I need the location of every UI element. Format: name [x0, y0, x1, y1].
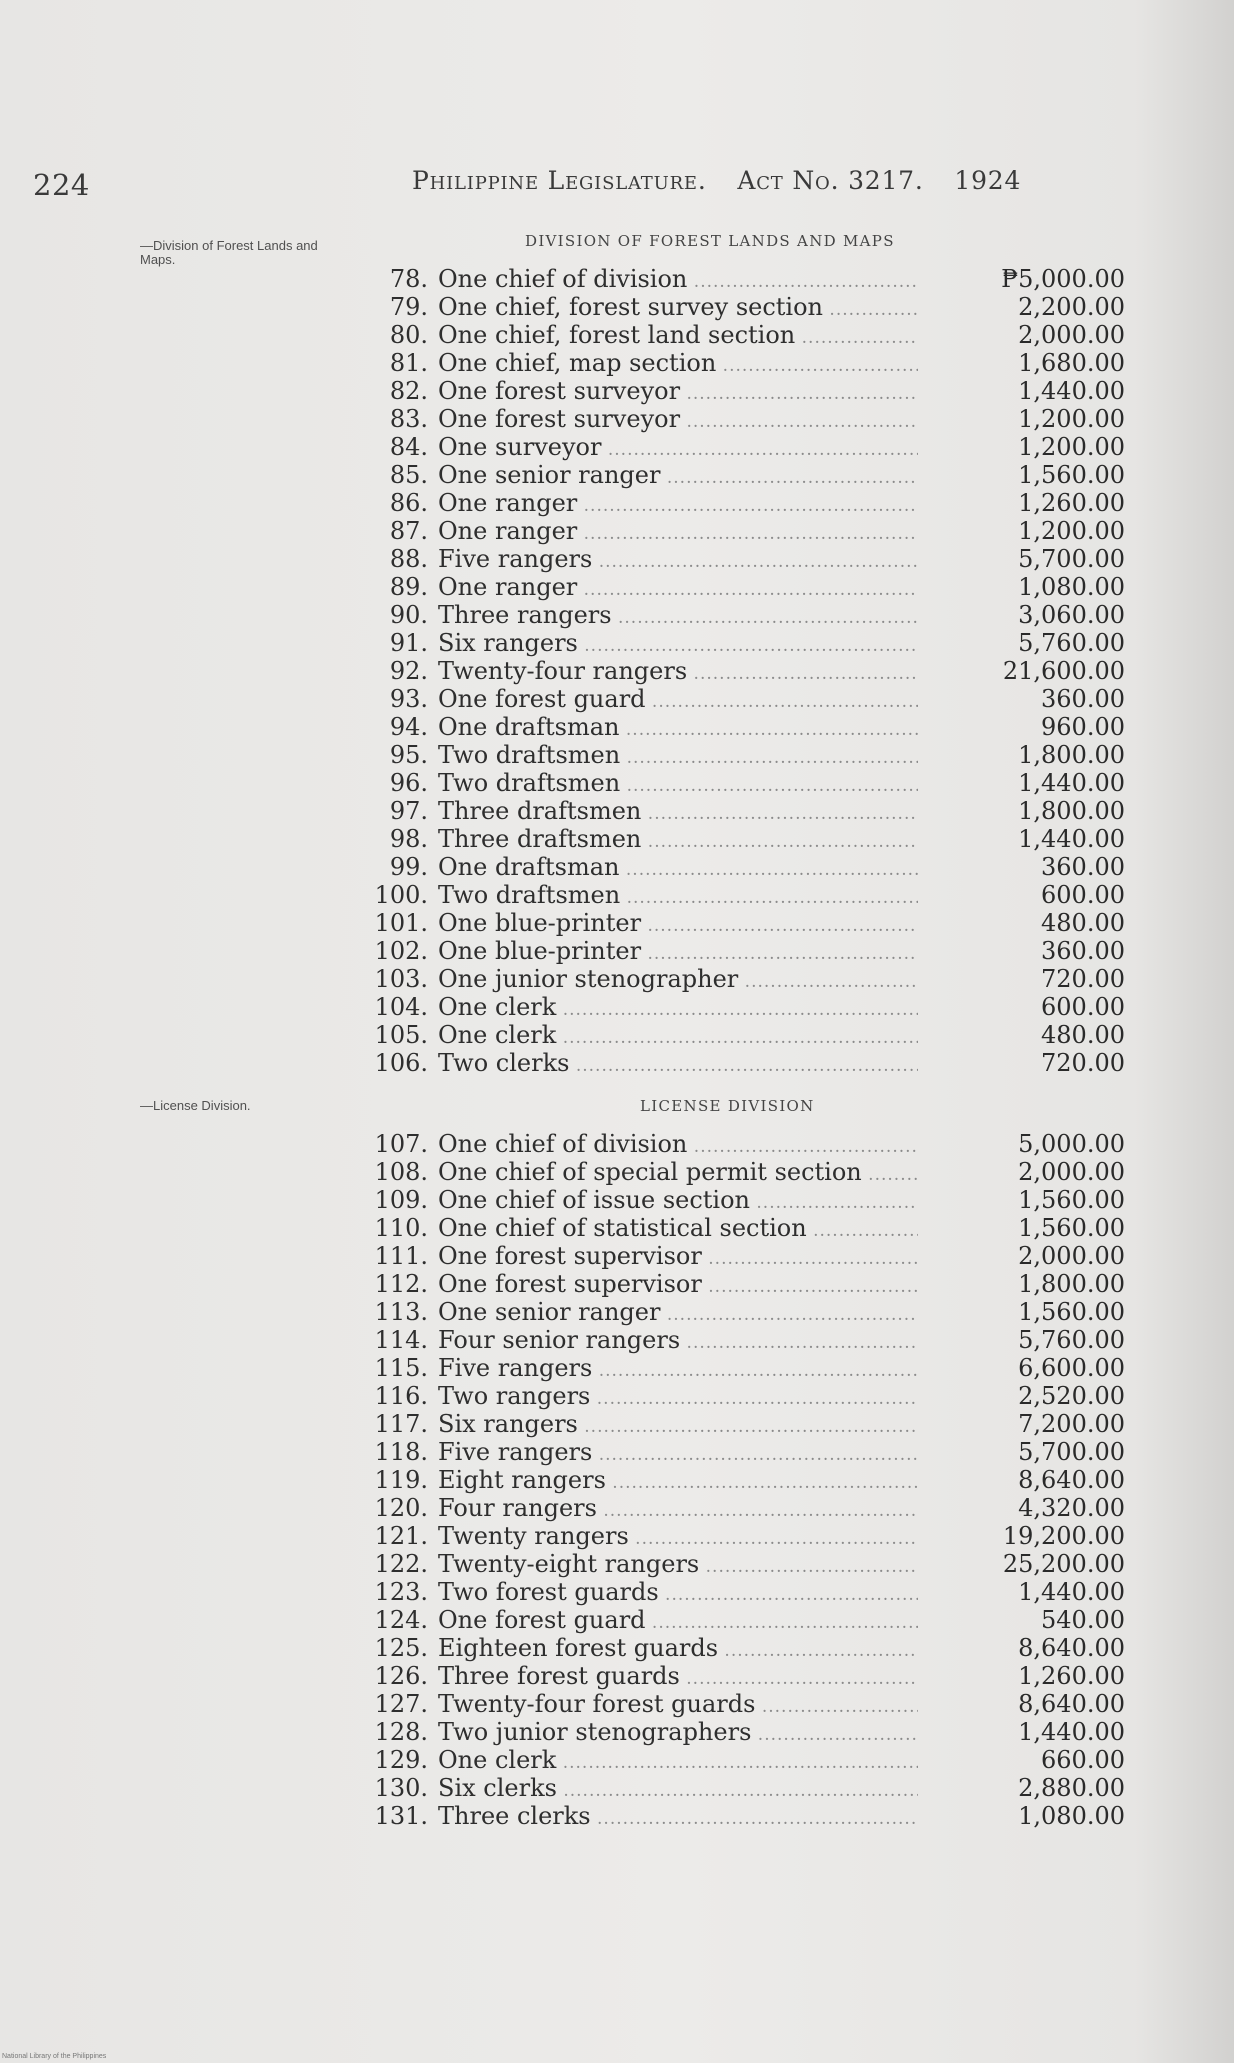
item-description: One chief of special permit section ..... — [438, 1159, 918, 1189]
list-item — [370, 1187, 1130, 1214]
item-amount: 8,640.00 — [1018, 1690, 1125, 1718]
item-description: One clerk ..... — [438, 1022, 918, 1052]
item-number: 101. — [374, 909, 428, 937]
list-item — [370, 434, 1130, 461]
list-item — [370, 966, 1130, 993]
item-description: Three rangers ..... — [438, 602, 918, 632]
item-number: 128. — [374, 1718, 428, 1746]
item-description: One forest surveyor ..... — [438, 378, 918, 408]
margin-note-license: —License Division. — [140, 1098, 251, 1113]
item-description: One blue-printer ..... — [438, 938, 918, 968]
item-number: 127. — [374, 1690, 428, 1718]
item-number: 124. — [374, 1606, 428, 1634]
item-description: One chief of statistical section ..... — [438, 1215, 918, 1245]
item-number: 125. — [374, 1634, 428, 1662]
item-description: Two draftsmen ..... — [438, 770, 918, 800]
item-description: One draftsman ..... — [438, 854, 918, 884]
item-description: One senior ranger ..... — [438, 1299, 918, 1329]
item-description: One chief of division ..... — [438, 1131, 918, 1161]
item-amount: 720.00 — [1041, 965, 1125, 993]
item-number: 81. — [389, 349, 428, 377]
item-description: Five rangers ..... — [438, 1355, 918, 1385]
item-amount: 1,200.00 — [1018, 433, 1125, 461]
item-description: One forest guard ..... — [438, 686, 918, 716]
list-item — [370, 1719, 1130, 1746]
list-item — [370, 1747, 1130, 1774]
item-description: Twenty-four forest guards ..... — [438, 1691, 918, 1721]
item-number: 87. — [389, 517, 428, 545]
item-number: 92. — [389, 657, 428, 685]
item-number: 94. — [389, 713, 428, 741]
item-number: 119. — [374, 1466, 428, 1494]
item-number: 104. — [374, 993, 428, 1021]
list-item — [370, 910, 1130, 937]
item-amount: 1,200.00 — [1018, 405, 1125, 433]
item-amount: 19,200.00 — [1002, 1522, 1125, 1550]
list-item — [370, 630, 1130, 657]
list-item — [370, 1355, 1130, 1382]
item-number: 123. — [374, 1578, 428, 1606]
item-description: Five rangers ..... — [438, 546, 918, 576]
item-number: 130. — [374, 1774, 428, 1802]
item-number: 116. — [374, 1382, 428, 1410]
item-description: Three clerks ..... — [438, 1803, 918, 1833]
list-item — [370, 350, 1130, 377]
item-amount: 1,560.00 — [1018, 1298, 1125, 1326]
item-number: 79. — [389, 293, 428, 321]
item-amount: 1,560.00 — [1018, 1214, 1125, 1242]
item-number: 86. — [389, 489, 428, 517]
item-description: Eight rangers ..... — [438, 1467, 918, 1497]
item-description: One clerk ..... — [438, 994, 918, 1024]
running-head — [412, 166, 1043, 195]
item-description: Six clerks ..... — [438, 1775, 918, 1805]
list-item — [370, 1383, 1130, 1410]
item-number: 118. — [374, 1438, 428, 1466]
item-description: Three forest guards ..... — [438, 1663, 918, 1693]
margin-note-forest-lands: —Division of Forest Lands and Maps. — [140, 238, 318, 267]
item-number: 109. — [374, 1186, 428, 1214]
item-description: Two clerks ..... — [438, 1050, 918, 1080]
item-number: 108. — [374, 1158, 428, 1186]
item-amount: 21,600.00 — [1002, 657, 1125, 685]
item-number: 98. — [389, 825, 428, 853]
item-description: One draftsman ..... — [438, 714, 918, 744]
item-amount: 480.00 — [1041, 1021, 1125, 1049]
list-item — [370, 1635, 1130, 1662]
item-number: 83. — [389, 405, 428, 433]
item-amount: 8,640.00 — [1018, 1466, 1125, 1494]
list-item — [370, 1551, 1130, 1578]
list-item — [370, 1607, 1130, 1634]
item-description: One forest guard ..... — [438, 1607, 918, 1637]
item-number: 91. — [389, 629, 428, 657]
list-item — [370, 770, 1130, 797]
item-number: 120. — [374, 1494, 428, 1522]
item-amount: 1,560.00 — [1018, 1186, 1125, 1214]
item-description: Five rangers ..... — [438, 1439, 918, 1469]
item-description: Two draftsmen ..... — [438, 882, 918, 912]
list-item — [370, 1523, 1130, 1550]
item-amount: 1,440.00 — [1018, 377, 1125, 405]
item-description: One chief, forest survey section ..... — [438, 294, 918, 324]
item-number: 106. — [374, 1049, 428, 1077]
item-description: One senior ranger ..... — [438, 462, 918, 492]
item-description: Two draftsmen ..... — [438, 742, 918, 772]
item-description: Two rangers ..... — [438, 1383, 918, 1413]
footer-credit: National Library of the Philippines — [2, 2053, 107, 2060]
list-item — [370, 1215, 1130, 1242]
item-amount: ₱5,000.00 — [1001, 265, 1125, 293]
item-amount: 1,080.00 — [1018, 573, 1125, 601]
item-description: One chief of issue section ..... — [438, 1187, 918, 1217]
item-amount: 960.00 — [1041, 713, 1125, 741]
item-number: 95. — [389, 741, 428, 769]
list-item — [370, 518, 1130, 545]
item-amount: 540.00 — [1041, 1606, 1125, 1634]
list-item — [370, 1271, 1130, 1298]
list-item — [370, 1663, 1130, 1690]
item-amount: 5,000.00 — [1018, 1130, 1125, 1158]
item-number: 122. — [374, 1550, 428, 1578]
list-item — [370, 490, 1130, 517]
item-amount: 3,060.00 — [1018, 601, 1125, 629]
section-heading-forest-lands: DIVISION OF FOREST LANDS AND MAPS — [525, 232, 895, 250]
item-number: 93. — [389, 685, 428, 713]
list-item — [370, 1327, 1130, 1354]
item-number: 115. — [374, 1354, 428, 1382]
item-number: 102. — [374, 937, 428, 965]
item-number: 113. — [374, 1298, 428, 1326]
item-number: 88. — [389, 545, 428, 573]
list-item — [370, 406, 1130, 433]
list-item — [370, 742, 1130, 769]
item-description: One chief of division ..... — [438, 266, 918, 296]
item-amount: 8,640.00 — [1018, 1634, 1125, 1662]
item-number: 112. — [374, 1270, 428, 1298]
item-description: Six rangers ..... — [438, 630, 918, 660]
item-description: One chief, map section ..... — [438, 350, 918, 380]
item-amount: 360.00 — [1041, 685, 1125, 713]
item-amount: 2,200.00 — [1018, 293, 1125, 321]
item-description: One forest surveyor ..... — [438, 406, 918, 436]
item-number: 90. — [389, 601, 428, 629]
running-head-year: 1924 — [954, 166, 1022, 195]
item-amount: 2,000.00 — [1018, 1242, 1125, 1270]
item-amount: 1,560.00 — [1018, 461, 1125, 489]
list-item — [370, 1131, 1130, 1158]
item-amount: 4,320.00 — [1018, 1494, 1125, 1522]
item-number: 80. — [389, 321, 428, 349]
item-amount: 720.00 — [1041, 1049, 1125, 1077]
list-item — [370, 714, 1130, 741]
item-amount: 480.00 — [1041, 909, 1125, 937]
list-item — [370, 546, 1130, 573]
item-amount: 1,260.00 — [1018, 489, 1125, 517]
item-number: 129. — [374, 1746, 428, 1774]
list-item — [370, 322, 1130, 349]
item-number: 110. — [374, 1214, 428, 1242]
item-description: Four senior rangers ..... — [438, 1327, 918, 1357]
item-amount: 1,200.00 — [1018, 517, 1125, 545]
item-number: 89. — [389, 573, 428, 601]
list-item — [370, 798, 1130, 825]
item-amount: 600.00 — [1041, 993, 1125, 1021]
running-head-act: Act No. 3217. — [737, 166, 924, 195]
list-item — [370, 1050, 1130, 1077]
item-amount: 5,700.00 — [1018, 545, 1125, 573]
list-item — [370, 1022, 1130, 1049]
list-item — [370, 1803, 1130, 1830]
item-description: One ranger ..... — [438, 574, 918, 604]
item-amount: 1,440.00 — [1018, 1578, 1125, 1606]
item-number: 103. — [374, 965, 428, 993]
item-description: One forest supervisor ..... — [438, 1243, 918, 1273]
item-description: Three draftsmen ..... — [438, 798, 918, 828]
list-item — [370, 1299, 1130, 1326]
item-number: 121. — [374, 1522, 428, 1550]
page-number: 224 — [33, 168, 90, 202]
item-amount: 2,880.00 — [1018, 1774, 1125, 1802]
item-number: 126. — [374, 1662, 428, 1690]
item-description: One junior stenographer ..... — [438, 966, 918, 996]
item-amount: 1,680.00 — [1018, 349, 1125, 377]
list-item — [370, 686, 1130, 713]
list-item — [370, 1439, 1130, 1466]
item-amount: 1,260.00 — [1018, 1662, 1125, 1690]
item-number: 82. — [389, 377, 428, 405]
item-description: Twenty rangers ..... — [438, 1523, 918, 1553]
list-item — [370, 602, 1130, 629]
list-item — [370, 882, 1130, 909]
item-amount: 1,080.00 — [1018, 1802, 1125, 1830]
item-amount: 1,440.00 — [1018, 825, 1125, 853]
list-item — [370, 1243, 1130, 1270]
item-amount: 360.00 — [1041, 937, 1125, 965]
item-amount: 2,000.00 — [1018, 321, 1125, 349]
item-number: 78. — [389, 265, 428, 293]
item-description: Twenty-four rangers ..... — [438, 658, 918, 688]
item-number: 117. — [374, 1410, 428, 1438]
list-item — [370, 854, 1130, 881]
item-description: Two forest guards ..... — [438, 1579, 918, 1609]
item-description: One ranger ..... — [438, 518, 918, 548]
list-item — [370, 1411, 1130, 1438]
item-amount: 360.00 — [1041, 853, 1125, 881]
list-item — [370, 574, 1130, 601]
list-item — [370, 294, 1130, 321]
item-description: One forest supervisor ..... — [438, 1271, 918, 1301]
item-amount: 1,440.00 — [1018, 1718, 1125, 1746]
item-description: One clerk ..... — [438, 1747, 918, 1777]
list-item — [370, 1775, 1130, 1802]
item-number: 100. — [374, 881, 428, 909]
list-item — [370, 658, 1130, 685]
list-item — [370, 1691, 1130, 1718]
item-description: Four rangers ..... — [438, 1495, 918, 1525]
item-amount: 1,440.00 — [1018, 769, 1125, 797]
item-number: 84. — [389, 433, 428, 461]
running-head-title: Philippine Legislature. — [412, 166, 707, 195]
item-description: Twenty-eight rangers ..... — [438, 1551, 918, 1581]
item-number: 131. — [374, 1802, 428, 1830]
item-amount: 1,800.00 — [1018, 1270, 1125, 1298]
list-item — [370, 1495, 1130, 1522]
item-number: 111. — [374, 1242, 428, 1270]
item-description: One surveyor ..... — [438, 434, 918, 464]
list-item — [370, 826, 1130, 853]
list-item — [370, 1159, 1130, 1186]
list-item — [370, 462, 1130, 489]
section-heading-license: LICENSE DIVISION — [640, 1097, 815, 1115]
item-number: 97. — [389, 797, 428, 825]
item-number: 99. — [389, 853, 428, 881]
item-amount: 1,800.00 — [1018, 797, 1125, 825]
item-description: Three draftsmen ..... — [438, 826, 918, 856]
item-amount: 5,760.00 — [1018, 629, 1125, 657]
item-number: 114. — [374, 1326, 428, 1354]
item-description: One chief, forest land section ..... — [438, 322, 918, 352]
list-item — [370, 266, 1130, 293]
item-amount: 1,800.00 — [1018, 741, 1125, 769]
item-amount: 600.00 — [1041, 881, 1125, 909]
item-number: 85. — [389, 461, 428, 489]
item-amount: 2,000.00 — [1018, 1158, 1125, 1186]
item-amount: 5,700.00 — [1018, 1438, 1125, 1466]
list-item — [370, 1579, 1130, 1606]
item-amount: 2,520.00 — [1018, 1382, 1125, 1410]
item-number: 96. — [389, 769, 428, 797]
list-item — [370, 1467, 1130, 1494]
item-description: One blue-printer ..... — [438, 910, 918, 940]
item-number: 107. — [374, 1130, 428, 1158]
list-item — [370, 938, 1130, 965]
item-description: Two junior stenographers ..... — [438, 1719, 918, 1749]
item-description: Eighteen forest guards ..... — [438, 1635, 918, 1665]
item-description: One ranger ..... — [438, 490, 918, 520]
list-item — [370, 378, 1130, 405]
list-item — [370, 994, 1130, 1021]
item-description: Six rangers ..... — [438, 1411, 918, 1441]
item-amount: 5,760.00 — [1018, 1326, 1125, 1354]
item-amount: 7,200.00 — [1018, 1410, 1125, 1438]
item-number: 105. — [374, 1021, 428, 1049]
item-amount: 660.00 — [1041, 1746, 1125, 1774]
item-amount: 6,600.00 — [1018, 1354, 1125, 1382]
item-amount: 25,200.00 — [1002, 1550, 1125, 1578]
